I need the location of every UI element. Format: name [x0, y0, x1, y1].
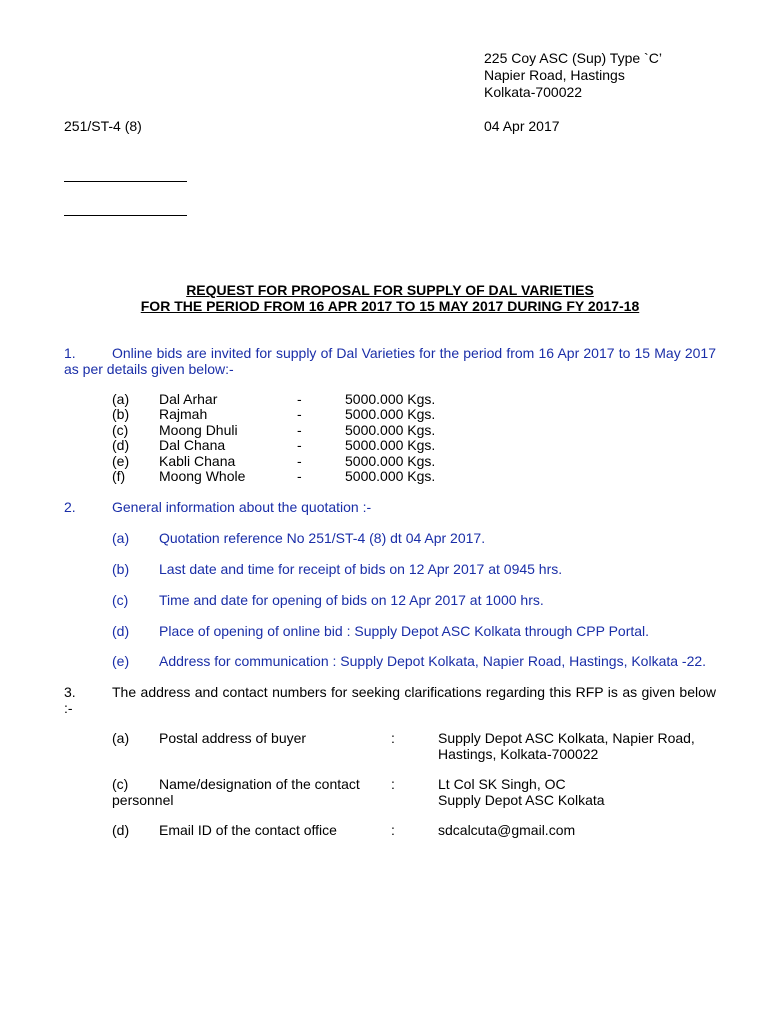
- item-dash: -: [297, 391, 302, 407]
- item-text: Address for communication : Supply Depot Kolkata, Napier Road, Hastings, Kolkata -22.: [159, 653, 707, 669]
- item-quantity: 5000.000 Kgs.: [345, 437, 436, 453]
- row-colon: :: [391, 730, 395, 746]
- item-dash: -: [297, 453, 302, 469]
- item-quantity: 5000.000 Kgs.: [345, 422, 436, 438]
- item-label: (c): [112, 422, 129, 438]
- row-field: Postal address of buyer: [159, 730, 307, 746]
- para-2-text: General information about the quotation :-: [112, 499, 372, 515]
- para-3-text: The address and contact numbers for seeking clarifications regarding this RFP is as given below :-: [64, 684, 716, 716]
- item-label: (a): [112, 530, 130, 546]
- para-3-number: 3.: [64, 684, 76, 700]
- file-reference: 251/ST-4 (8): [64, 118, 142, 134]
- item-quantity: 5000.000 Kgs.: [345, 453, 436, 469]
- para-2-number: 2.: [64, 499, 76, 515]
- sender-address-line-2: Napier Road, Hastings: [484, 67, 625, 83]
- para-1: [64, 345, 716, 377]
- item-text: Time and date for opening of bids on 12 Apr 2017 at 1000 hrs.: [159, 592, 544, 608]
- item-label: (f): [112, 468, 126, 484]
- letter-date: 04 Apr 2017: [484, 118, 560, 134]
- item-text: Quotation reference No 251/ST-4 (8) dt 04 Apr 2017.: [159, 530, 486, 546]
- item-name: Kabli Chana: [159, 453, 236, 469]
- item-label: (b): [112, 406, 130, 422]
- row-label: (a): [112, 730, 130, 746]
- item-dash: -: [297, 422, 302, 438]
- item-label: (b): [112, 561, 130, 577]
- item-name: Dal Arhar: [159, 391, 218, 407]
- row-field: Name/designation of the contact: [159, 776, 360, 792]
- item-dash: -: [297, 406, 302, 422]
- para-2: [64, 499, 371, 515]
- para-1-text: Online bids are invited for supply of Dal Varieties for the period from 16 Apr 2017 to 15 May 2017 as per details given below:-: [64, 345, 716, 377]
- item-label: (d): [112, 623, 130, 639]
- para-1-number: 1.: [64, 345, 76, 361]
- row-value-line-2: Hastings, Kolkata-700022: [438, 746, 599, 762]
- item-label: (d): [112, 437, 130, 453]
- item-name: Dal Chana: [159, 437, 226, 453]
- item-dash: -: [297, 468, 302, 484]
- item-name: Rajmah: [159, 406, 208, 422]
- para-3: [64, 684, 716, 716]
- item-dash: -: [297, 437, 302, 453]
- row-label: (c): [112, 776, 129, 792]
- item-label: (a): [112, 391, 130, 407]
- item-label: (c): [112, 592, 129, 608]
- item-label: (e): [112, 453, 130, 469]
- row-value-line-1: sdcalcuta@gmail.com: [438, 822, 576, 838]
- addressee-blank-line-1: [64, 181, 187, 182]
- row-label: (d): [112, 822, 130, 838]
- item-name: Moong Whole: [159, 468, 246, 484]
- document-title-line-2: FOR THE PERIOD FROM 16 APR 2017 TO 15 MAY 2017 DURING FY 2017-18: [140, 298, 640, 314]
- sender-address-line-3: Kolkata-700022: [484, 84, 583, 100]
- item-text: Place of opening of online bid : Supply Depot ASC Kolkata through CPP Portal.: [159, 623, 650, 639]
- row-colon: :: [391, 776, 395, 792]
- row-value-line-1: Lt Col SK Singh, OC: [438, 776, 566, 792]
- addressee-blank-line-2: [64, 215, 187, 216]
- item-quantity: 5000.000 Kgs.: [345, 391, 436, 407]
- item-quantity: 5000.000 Kgs.: [345, 406, 436, 422]
- row-field: Email ID of the contact office: [159, 822, 337, 838]
- row-value-line-2: Supply Depot ASC Kolkata: [438, 792, 605, 808]
- item-quantity: 5000.000 Kgs.: [345, 468, 436, 484]
- row-value-line-1: Supply Depot ASC Kolkata, Napier Road,: [438, 730, 695, 746]
- row-field-continuation: personnel: [112, 792, 174, 808]
- item-label: (e): [112, 653, 130, 669]
- sender-address-line-1: 225 Coy ASC (Sup) Type `C’: [484, 50, 662, 66]
- row-colon: :: [391, 822, 395, 838]
- item-text: Last date and time for receipt of bids on 12 Apr 2017 at 0945 hrs.: [159, 561, 563, 577]
- document-title-line-1: REQUEST FOR PROPOSAL FOR SUPPLY OF DAL VARIETIES: [186, 282, 594, 298]
- item-name: Moong Dhuli: [159, 422, 238, 438]
